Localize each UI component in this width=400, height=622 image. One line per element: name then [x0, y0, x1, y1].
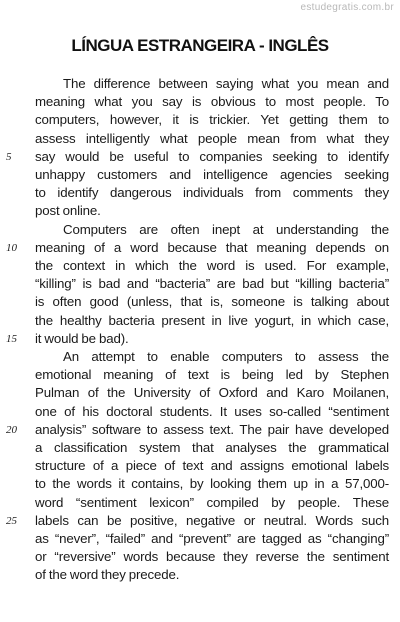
- line-number: 25: [6, 514, 17, 527]
- watermark: estudegratis.com.br: [300, 2, 394, 13]
- passage-line: computers, however, it is trickier. Yet getting them to: [35, 112, 389, 128]
- passage-line: the context in which the word is used. For example,: [35, 258, 389, 273]
- passage-line: of the word they precede.: [35, 567, 180, 583]
- page-title: LÍNGUA ESTRANGEIRA - INGLÊS: [71, 36, 329, 55]
- passage-line: meaning what you say is obvious to most people. To: [35, 94, 389, 110]
- passage-line: emotional meaning of text is being led by Stephen: [35, 367, 389, 383]
- line-number: 10: [6, 241, 17, 254]
- passage-line: as “never”, “failed” and “prevent” are tagged as “changing”: [35, 531, 389, 546]
- passage-line: say would be useful to companies seeking to identify: [35, 148, 389, 164]
- passage-line: assess intelligently what people mean from what they: [35, 130, 389, 146]
- passage-line: “killing” is bad and “bacteria” are bad but “killing bacteria”: [35, 276, 389, 292]
- passage-line: one of his doctoral students. It uses so-called “sentiment: [35, 403, 389, 419]
- passage-line: a classification system that analyses the grammatical: [35, 440, 389, 455]
- passage-line: analysis” software to assess text. The pair have developed: [35, 421, 389, 437]
- passage-line: is often good (unless, that is, someone is talking about: [35, 294, 389, 310]
- passage-line: to identify dangerous individuals from comments they: [35, 185, 389, 201]
- passage-line: post online.: [35, 203, 101, 219]
- passage-line: to the words it contains, by looking them up in a 57,000-: [35, 476, 389, 492]
- passage-line: the healthy bacteria present in live yogurt, in which case,: [35, 312, 389, 328]
- passage-line: Computers are often inept at understanding the: [63, 221, 389, 237]
- passage-line: An attempt to enable computers to assess the: [63, 349, 389, 364]
- passage-line: labels can be positive, negative or neutral. Words such: [35, 512, 389, 528]
- passage-line: unhappy customers and intelligence agencies seeking: [35, 167, 389, 182]
- line-number: 15: [6, 332, 17, 345]
- passage-line: Pulman of the University of Oxford and Karo Moilanen,: [35, 385, 389, 401]
- passage-line: The difference between saying what you mean and: [63, 76, 389, 91]
- passage-line: structure of a piece of text and assigns emotional labels: [35, 458, 389, 474]
- line-number: 20: [6, 423, 17, 436]
- passage-line: or “reversive” words because they reverse the sentiment: [35, 549, 389, 565]
- passage-line: meaning of a word because that meaning depends on: [35, 239, 389, 255]
- passage-line: word “sentiment lexicon” compiled by people. These: [35, 494, 389, 510]
- passage-line: it would be bad).: [35, 330, 129, 346]
- line-number: 5: [6, 150, 12, 163]
